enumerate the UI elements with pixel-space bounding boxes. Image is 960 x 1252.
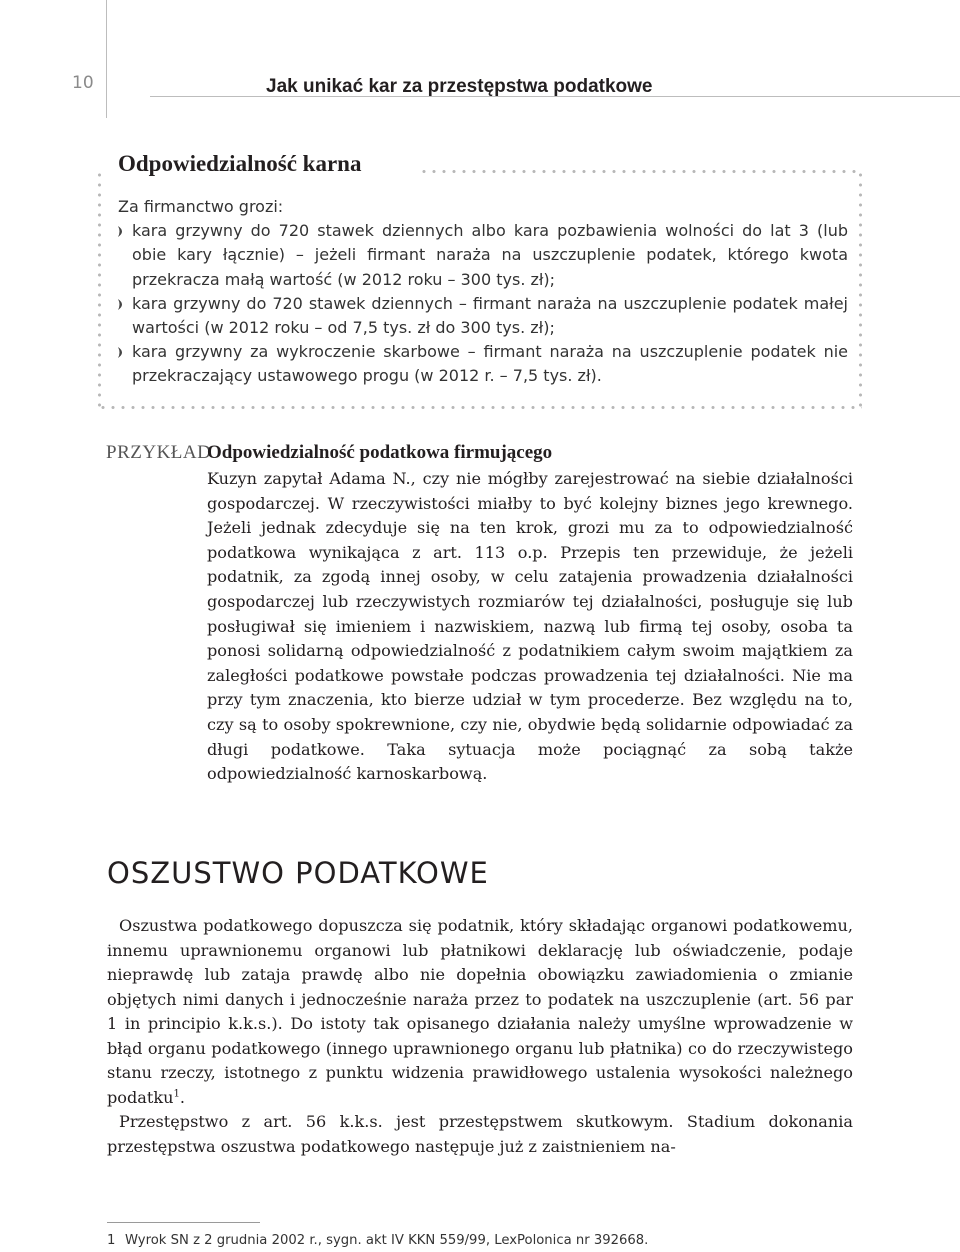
paragraph-end: . bbox=[179, 1087, 185, 1107]
box-border-right bbox=[859, 170, 862, 408]
box-body bbox=[118, 195, 848, 389]
footnote-text: Wyrok SN z 2 grudnia 2002 r., sygn. akt IV KKN 559/99, LexPolonica nr 392668. bbox=[125, 1233, 649, 1248]
running-header: Jak unikać kar za przestępstwa podatkowe bbox=[266, 76, 653, 97]
list-item-text: kara grzywny do 720 stawek dziennych – firmant naraża na uszczuplenie podatek małej wartości (w 2012 roku – od 7,5 tys. zł do 300 tys. zł); bbox=[132, 293, 848, 338]
list-item-text: kara grzywny do 720 stawek dziennych albo kara pozbawienia wolności do lat 3 (lub obie kary łącznie) – jeżeli firmant naraża na uszczuplenie podatek, którego kwota przekracza małą wartość (w 2012 roku – 300 tys. zł); bbox=[132, 221, 848, 289]
paragraph-text: Oszustwa podatkowego dopuszcza się podatnik, który składając organowi podatkowemu, innemu uprawnionemu organowi lub płatnikowi deklarację lub oświadczenie, podaje nieprawdę lub zataja prawdę albo nie dopełnia obowiązku zawiadomienia o zmianie objętych nimi danych i jednocześnie naraża przez to podatek na uszczuplenie (art. 56 par 1 in principio k.k.s.). Do istoty tak opisanego działania należy umyślne wprowadzenie w błąd organu podatkowego (innego uprawnionego organu lub płatnika) co do rzeczywistego stanu rzeczy, istotnego z punktu widzenia prawidłowego ustalenia wysokości należnego podatku bbox=[107, 916, 853, 1107]
box-border-bottom bbox=[98, 406, 862, 409]
section-heading: OSZUSTWO PODATKOWE bbox=[107, 856, 489, 890]
box-intro: Za firmanctwo grozi: bbox=[118, 197, 284, 216]
list-item-text: kara grzywny za wykroczenie skarbowe – firmant naraża na uszczuplenie podatek nie przekraczający ustawowego progu (w 2012 r. – 7,5 tys. zł). bbox=[132, 342, 848, 386]
paragraph bbox=[107, 914, 853, 1110]
section-body bbox=[107, 914, 853, 1159]
bullet-arrow-icon bbox=[118, 299, 126, 310]
footnote bbox=[107, 1233, 648, 1248]
example-body: Kuzyn zapytał Adama N., czy nie mógłby zarejestrować na siebie działalności gospodarczej. W rzeczywistości miałby to być kolejny biznes jego krewnego. Jeżeli jednak zdecyduje się na ten krok, grozi mu za to odpowiedzialność podatkowa wynikająca z art. 113 o.p. Przepis ten przewiduje, że jeżeli podatnik, za zgodą innej osoby, w celu zatajenia prowadzenia działalności gospodarczej lub rzeczywistych rozmiarów tej działalności, posługuje się lub posługiwał się imieniem i nazwiskiem, nazwą lub firmą tej osoby, osoba ta ponosi solidarną odpowiedzialność z podatnikiem całym swoim majątkiem za zaległości podatkowe powstałe podczas prowadzenia tej działalności. Nie ma przy tym znaczenia, kto bierze udział w tym procederze. Bez względu na to, czy są to osoby spokrewnione, czy nie, obydwie będą solidarnie odpowiadać za długi podatkowe. Taka sytuacja może pociągnąć za sobą także odpowiedzialność karnoskarbową. bbox=[207, 469, 853, 784]
list-item bbox=[118, 292, 848, 340]
list-item bbox=[118, 219, 848, 292]
footnote-reference: 1 bbox=[173, 1088, 180, 1100]
page-number: 10 bbox=[72, 73, 94, 93]
footnote-rule bbox=[107, 1222, 260, 1223]
example-title: Odpowiedzialność podatkowa firmującego bbox=[207, 442, 553, 463]
header-vertical-rule bbox=[106, 0, 107, 118]
list-item bbox=[118, 340, 848, 388]
box-border-left bbox=[98, 170, 101, 408]
footnote-number: 1 bbox=[107, 1233, 116, 1248]
bullet-arrow-icon bbox=[118, 347, 126, 358]
bullet-list bbox=[118, 219, 848, 388]
example-label: PRZYKŁAD bbox=[106, 442, 212, 463]
paragraph: Przestępstwo z art. 56 k.k.s. jest przestępstwem skutkowym. Stadium dokonania przestępstwa oszustwa podatkowego następuje już z zaistnieniem na- bbox=[107, 1112, 853, 1156]
box-border-top bbox=[419, 170, 862, 173]
bullet-arrow-icon bbox=[118, 226, 126, 237]
box-title: Odpowiedzialność karna bbox=[118, 151, 362, 176]
